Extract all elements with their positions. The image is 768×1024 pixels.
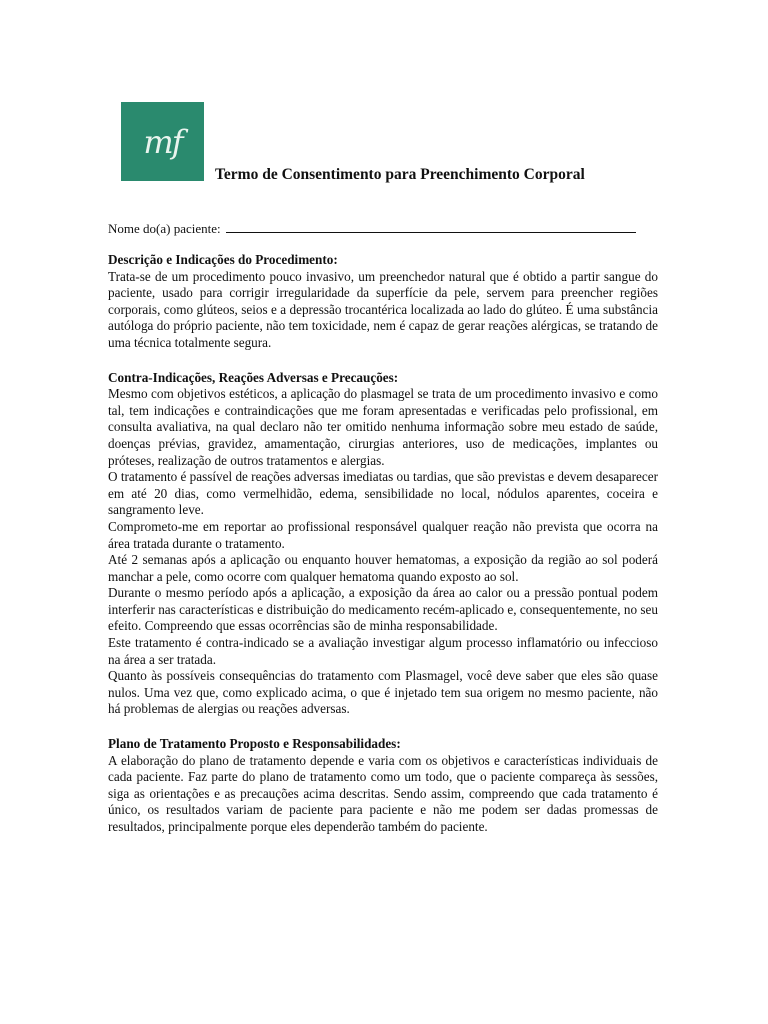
patient-name-label: Nome do(a) paciente: <box>108 221 221 236</box>
patient-name-blank <box>226 220 636 233</box>
section-paragraph: Durante o mesmo período após a aplicação, a exposição da área ao calor ou a pressão pontual podem interferir nas características e distribuição do medicamento recém-aplicado e, consequentemente, no seu efeito. Compreendo que essas ocorrências são de minha responsabilidade. <box>108 585 658 634</box>
section-paragraph: Trata-se de um procedimento pouco invasivo, um preenchedor natural que é obtido a partir sangue do paciente, usado para corrigir irregularidade da superfície da pele, servem para preencher regiões corporais, como glúteos, seios e a depressão trocantérica localizada ao lado do glúteo. É uma substância autóloga do próprio paciente, não tem toxicidade, nem é capaz de gerar reações alérgicas, se tratando de uma técnica totalmente segura. <box>108 268 658 350</box>
section <box>108 252 658 352</box>
section-paragraph: Quanto às possíveis consequências do tratamento com Plasmagel, você deve saber que eles são quase nulos. Uma vez que, como explicado acima, o que é injetado tem sua origem no mesmo paciente, não há problemas de alergias ou reações adversas. <box>108 668 658 717</box>
document-title: Termo de Consentimento para Preenchimento Corporal <box>215 166 585 183</box>
section-heading: Contra-Indicações, Reações Adversas e Precauções: <box>108 369 399 385</box>
section-heading: Plano de Tratamento Proposto e Responsabilidades: <box>108 736 401 752</box>
section-paragraph: Comprometo-me em reportar ao profissional responsável qualquer reação não prevista que ocorra na área tratada durante o tratamento. <box>108 518 658 551</box>
clinic-logo <box>121 102 204 181</box>
section-paragraph: Mesmo com objetivos estéticos, a aplicação do plasmagel se trata de um procedimento invasivo e como tal, tem indicações e contraindicações que me foram apresentadas e verificadas pelo profissional, em consulta avaliativa, na qual declaro não ter omitido nenhuma informação sobre meu estado de saúde, doenças prévias, gravidez, amamentação, cirurgias anteriores, uso de medicações, implantes ou próteses, realização de outros tratamentos e alergias. <box>108 386 658 468</box>
section <box>108 736 658 836</box>
section <box>108 370 658 718</box>
section-paragraph: O tratamento é passível de reações adversas imediatas ou tardias, que são previstas e devem desaparecer em até 20 dias, como vermelhidão, edema, sensibilidade no local, nódulos aparentes, coceira e sangramento leve. <box>108 469 658 518</box>
patient-name-field <box>108 220 636 237</box>
logo-monogram: mf <box>143 122 182 161</box>
section-heading: Descrição e Indicações do Procedimento: <box>108 252 338 267</box>
section-paragraph: A elaboração do plano de tratamento depende e varia com os objetivos e características individuais de cada paciente. Faz parte do plano de tratamento como um todo, que o paciente compareça às sessões, siga as orientações e as precauções acima descritas. Sendo assim, compreendo que cada tratamento é único, os resultados variam de paciente para paciente e não me podem ser dadas promessas de resultados, principalmente porque eles dependerão também do paciente. <box>108 752 658 834</box>
section-paragraph: Até 2 semanas após a aplicação ou enquanto houver hematomas, a exposição da região ao sol poderá manchar a pele, como ocorre com qualquer hematoma quando exposto ao sol. <box>108 552 658 584</box>
document-body <box>108 252 658 854</box>
section-paragraph: Este tratamento é contra-indicado se a avaliação investigar algum processo inflamatório ou infeccioso na área a ser tratada. <box>108 635 658 667</box>
